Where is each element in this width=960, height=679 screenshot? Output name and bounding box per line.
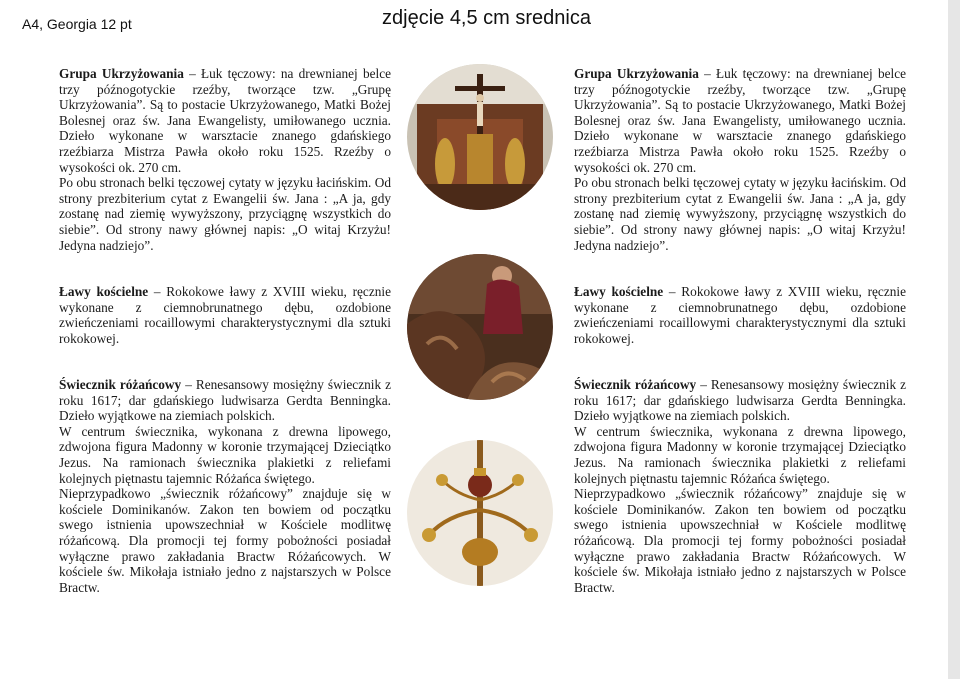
pews-photo: [407, 254, 553, 400]
crucifixion-paragraph-1: Grupa Ukrzyżowania – Łuk tęczowy: na drewnianej belce trzy późnogotyckie rzeźby, tworzące tzw. „Grupę Ukrzyżowania”. Są to postacie Ukrzyżowanego, Matki Bożej Bolesnej oraz św. Jana Ewangelisty, umiłowanego ucznia. Dzieło wykonane w warsztacie znanego gdańskiego rzeźbiarza Mistrza Pawła około roku 1525. Rzeźby o wysokości ok. 270 cm.: [59, 66, 391, 175]
pews-text-right: [574, 284, 906, 346]
crucifixion-text-left: [59, 66, 391, 253]
chandelier-text-right: [574, 377, 906, 595]
crucifixion-paragraph-2: Po obu stronach belki tęczowej cytaty w języku łacińskim. Od strony prezbiterium cytat z Ewangelii św. Jana : „A ja, gdy zostanę nad ziemię wywyższony, przyciągnę wszystkich do siebie”. Od strony nawy głównej napis: „O witaj Krzyżu! Jedyna nadziejo”.: [59, 175, 391, 253]
section-title: Ławy kościelne: [59, 284, 149, 299]
photo-size-note: zdjęcie 4,5 cm srednica: [382, 7, 591, 29]
crucifixion-paragraph-2: Po obu stronach belki tęczowej cytaty w języku łacińskim. Od strony prezbiterium cytat z Ewangelii św. Jana : „A ja, gdy zostanę nad ziemię wywyższony, przyciągnę wszystkich do siebie”. Od strony nawy głównej napis: „O witaj Krzyżu! Jedyna nadziejo”.: [574, 175, 906, 253]
crucifixion-text-right: [574, 66, 906, 253]
chandelier-paragraph-2: W centrum świecznika, wykonana z drewna lipowego, zdwojona figura Madonny w koronie trzymającej Dzieciątko Jezus. Na ramionach świecznika plakietki z reliefami kolejnych piętnastu tajemnic Różańca świętego.: [574, 423, 906, 486]
format-note: A4, Georgia 12 pt: [22, 16, 132, 32]
crucifixion-photo: [407, 64, 553, 210]
section-title: Świecznik różańcowy: [574, 377, 697, 392]
chandelier-paragraph-3: Nieprzypadkowo „świecznik różańcowy” znajduje się w kościele Dominikanów. Zakon ten bowiem od początku swego istnienia upowszechniał w Kościele modlitwę różańcową. Dla promocji tej formy pobożności posiadał wyłączne prawo zakładania Bractw Różańcowych. W kościele św. Mikołaja istniało jedno z najstarszych w Polsce Bractw.: [59, 486, 391, 595]
crucifix-icon: [407, 64, 553, 210]
page-edge: [948, 0, 960, 679]
carved-pew-icon: [407, 254, 553, 400]
chandelier-photo: [407, 440, 553, 586]
chandelier-paragraph-1: Świecznik różańcowy – Renesansowy mosiężny świecznik z roku 1617; dar gdańskiego ludwisarza Gerdta Benningka. Dzieło wyjątkowe na ziemiach polskich.: [574, 377, 906, 424]
chandelier-text-left: [59, 377, 391, 595]
section-title: Grupa Ukrzyżowania: [574, 66, 699, 81]
pews-paragraph-1: Ławy kościelne – Rokokowe ławy z XVIII wieku, ręcznie wykonane z ciemnobrunatnego dębu, ozdobione zwieńczeniami rocaillowymi charakterystycznymi dla sztuki rokokowej.: [574, 284, 906, 346]
pews-paragraph-1: Ławy kościelne – Rokokowe ławy z XVIII wieku, ręcznie wykonane z ciemnobrunatnego dębu, ozdobione zwieńczeniami rocaillowymi charakterystycznymi dla sztuki rokokowej.: [59, 284, 391, 346]
chandelier-paragraph-1: Świecznik różańcowy – Renesansowy mosiężny świecznik z roku 1617; dar gdańskiego ludwisarza Gerdta Benningka. Dzieło wyjątkowe na ziemiach polskich.: [59, 377, 391, 424]
section-title: Ławy kościelne: [574, 284, 664, 299]
chandelier-paragraph-3: Nieprzypadkowo „świecznik różańcowy” znajduje się w kościele Dominikanów. Zakon ten bowiem od początku swego istnienia upowszechniał w Kościele modlitwę różańcową. Dla promocji tej formy pobożności posiadał wyłączne prawo zakładania Bractw Różańcowych. W kościele św. Mikołaja istniało jedno z najstarszych w Polsce Bractw.: [574, 486, 906, 595]
chandelier-paragraph-2: W centrum świecznika, wykonana z drewna lipowego, zdwojona figura Madonny w koronie trzymającej Dzieciątko Jezus. Na ramionach świecznika plakietki z reliefami kolejnych piętnastu tajemnic Różańca świętego.: [59, 423, 391, 486]
section-title: Świecznik różańcowy: [59, 377, 182, 392]
pews-text-left: [59, 284, 391, 346]
section-title: Grupa Ukrzyżowania: [59, 66, 184, 81]
chandelier-icon: [407, 440, 553, 586]
crucifixion-paragraph-1: Grupa Ukrzyżowania – Łuk tęczowy: na drewnianej belce trzy późnogotyckie rzeźby, tworzące tzw. „Grupę Ukrzyżowania”. Są to postacie Ukrzyżowanego, Matki Bożej Bolesnej oraz św. Jana Ewangelisty, umiłowanego ucznia. Dzieło wykonane w warsztacie znanego gdańskiego rzeźbiarza Mistrza Pawła około roku 1525. Rzeźby o wysokości ok. 270 cm.: [574, 66, 906, 175]
